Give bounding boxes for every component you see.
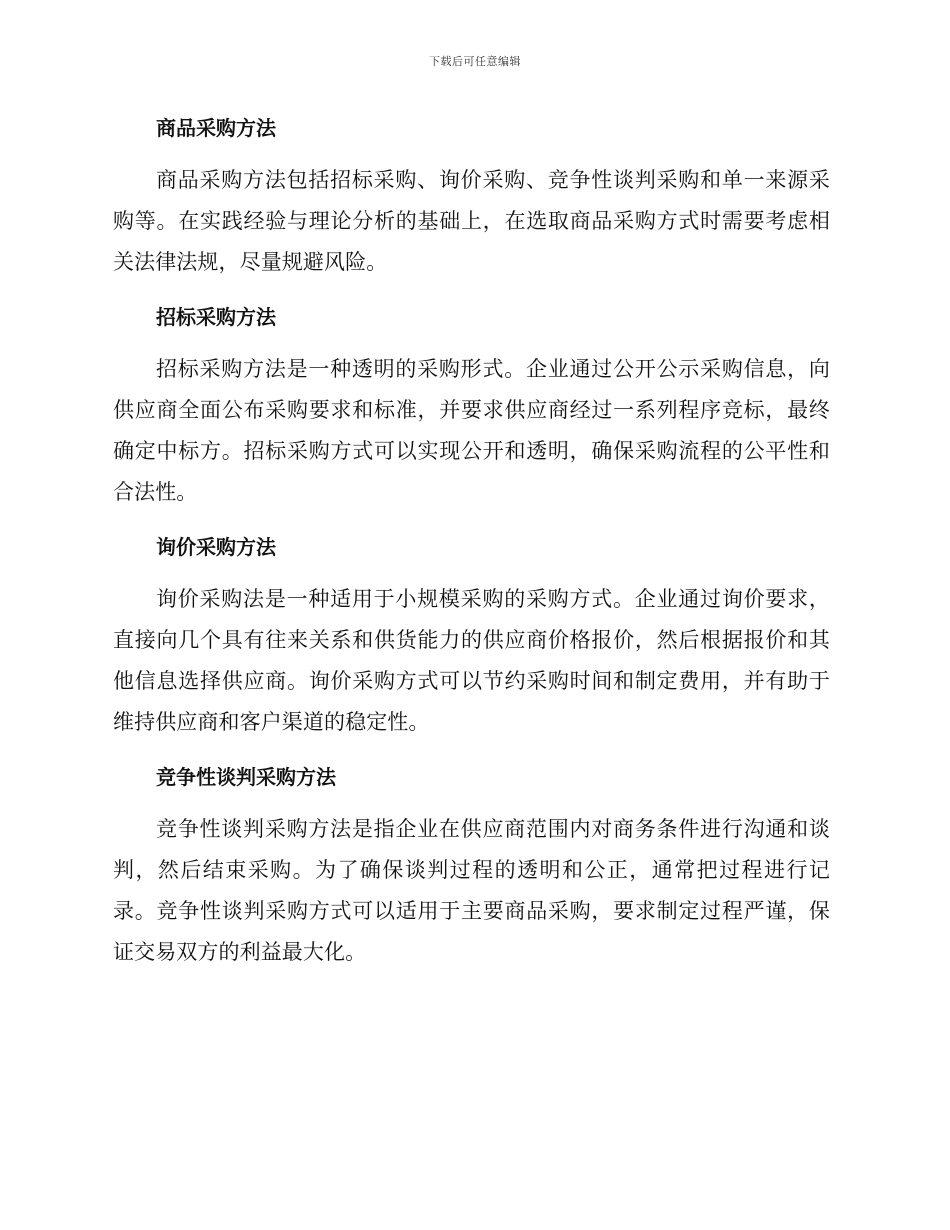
document-content [113, 108, 830, 987]
section-paragraph: 商品采购方法包括招标采购、询价采购、竞争性谈判采购和单一来源采购等。在实践经验与理论分析的基础上，在选取商品采购方式时需要考虑相关法律法规，尽量规避风险。 [113, 168, 830, 274]
section-tender-procurement [113, 297, 830, 513]
section-heading: 商品采购方法 [156, 116, 276, 140]
section-paragraph: 招标采购方法是一种透明的采购形式。企业通过公开公示采购信息，向供应商全面公布采购要求和标准，并要求供应商经过一系列程序竞标，最终确定中标方。招标采购方式可以实现公开和透明，确保采购流程的公平性和合法性。 [113, 357, 830, 504]
section-competitive-negotiation [113, 757, 830, 973]
section-goods-procurement [113, 108, 830, 283]
section-heading: 竞争性谈判采购方法 [156, 765, 336, 789]
section-heading: 招标采购方法 [156, 305, 276, 329]
section-heading: 询价采购方法 [156, 535, 276, 559]
section-paragraph: 竞争性谈判采购方法是指企业在供应商范围内对商务条件进行沟通和谈判，然后结束采购。为了确保谈判过程的透明和公正，通常把过程进行记录。竞争性谈判采购方式可以适用于主要商品采购，要求制定过程严谨，保证交易双方的利益最大化。 [113, 817, 830, 964]
header-note: 下载后可任意编辑 [429, 55, 521, 68]
section-inquiry-procurement [113, 527, 830, 743]
section-paragraph: 询价采购法是一种适用于小规模采购的采购方式。企业通过询价要求，直接向几个具有往来关系和供货能力的供应商价格报价，然后根据报价和其他信息选择供应商。询价采购方式可以节约采购时间和制定费用，并有助于维持供应商和客户渠道的稳定性。 [113, 587, 830, 734]
